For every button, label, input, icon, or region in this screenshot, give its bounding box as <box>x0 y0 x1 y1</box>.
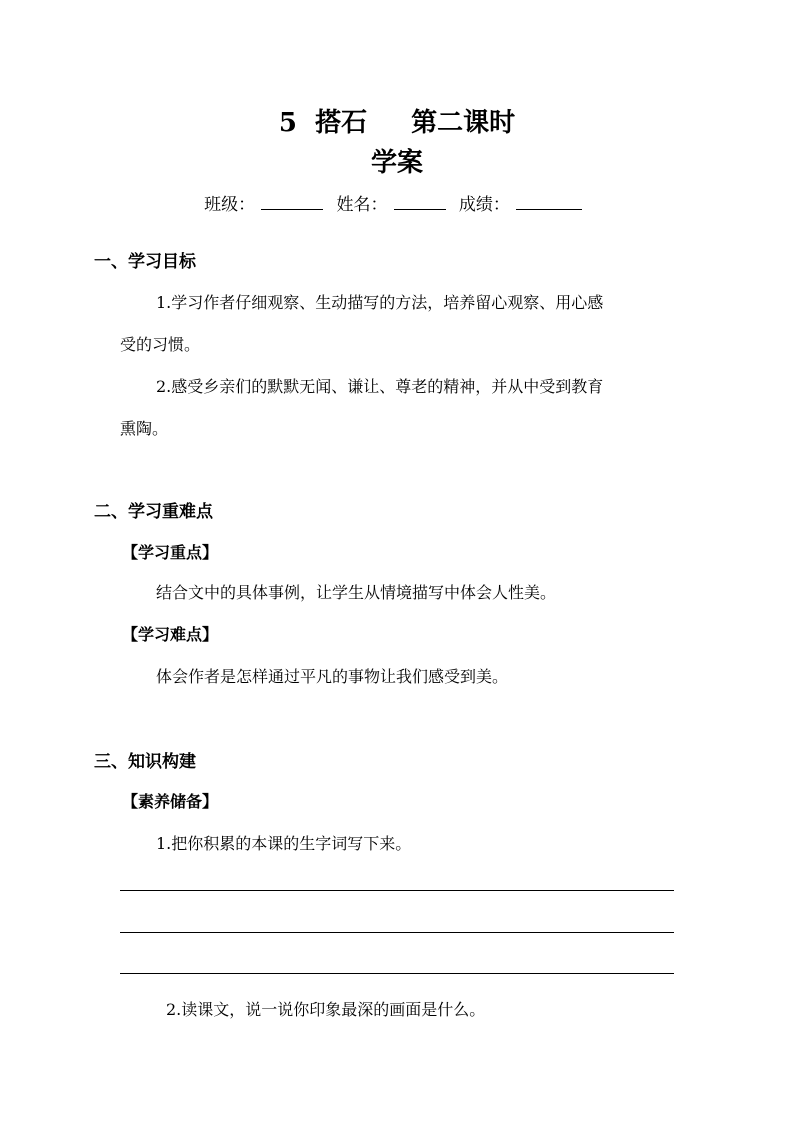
score-field[interactable] <box>516 193 582 210</box>
class-label: 班级： <box>204 195 256 215</box>
answer-line-2[interactable] <box>120 932 674 933</box>
section3-heading: 三、知识构建 <box>94 752 196 772</box>
lesson-number: 5 <box>278 108 297 138</box>
objective1-line2: 受的习惯。 <box>120 335 201 354</box>
question-1: 1.把你积累的本课的生字词写下来。 <box>156 834 412 853</box>
lesson-name: 搭石 <box>315 108 368 138</box>
section2-heading: 二、学习重难点 <box>94 502 213 522</box>
page-title <box>0 102 794 139</box>
name-label: 姓名： <box>336 195 388 215</box>
section1-heading: 一、学习目标 <box>94 252 196 272</box>
page-subtitle: 学案 <box>370 148 423 178</box>
key-point-text: 结合文中的具体事例，让学生从情境描写中体会人性美。 <box>156 583 557 602</box>
difficult-point-label: 【学习难点】 <box>122 625 219 644</box>
class-field[interactable] <box>261 193 323 210</box>
objective2-line2: 熏陶。 <box>120 419 169 438</box>
score-label: 成绩： <box>458 195 510 215</box>
objective1-line1: 1.学习作者仔细观察、生动描写的方法，培养留心观察、用心感 <box>156 293 604 312</box>
key-point-label: 【学习重点】 <box>122 543 219 562</box>
difficult-point-text: 体会作者是怎样通过平凡的事物让我们感受到美。 <box>156 667 509 686</box>
name-field[interactable] <box>394 193 446 210</box>
answer-line-1[interactable] <box>120 890 674 891</box>
literacy-reserve-label: 【素养储备】 <box>122 792 219 811</box>
lesson-period: 第二课时 <box>411 108 516 138</box>
objective2-line1: 2.感受乡亲们的默默无闻、谦让、尊老的精神，并从中受到教育 <box>156 377 604 396</box>
question-2: 2.读课文，说一说你印象最深的画面是什么。 <box>166 1000 486 1019</box>
answer-line-3[interactable] <box>120 973 674 974</box>
student-info-row <box>0 190 794 215</box>
